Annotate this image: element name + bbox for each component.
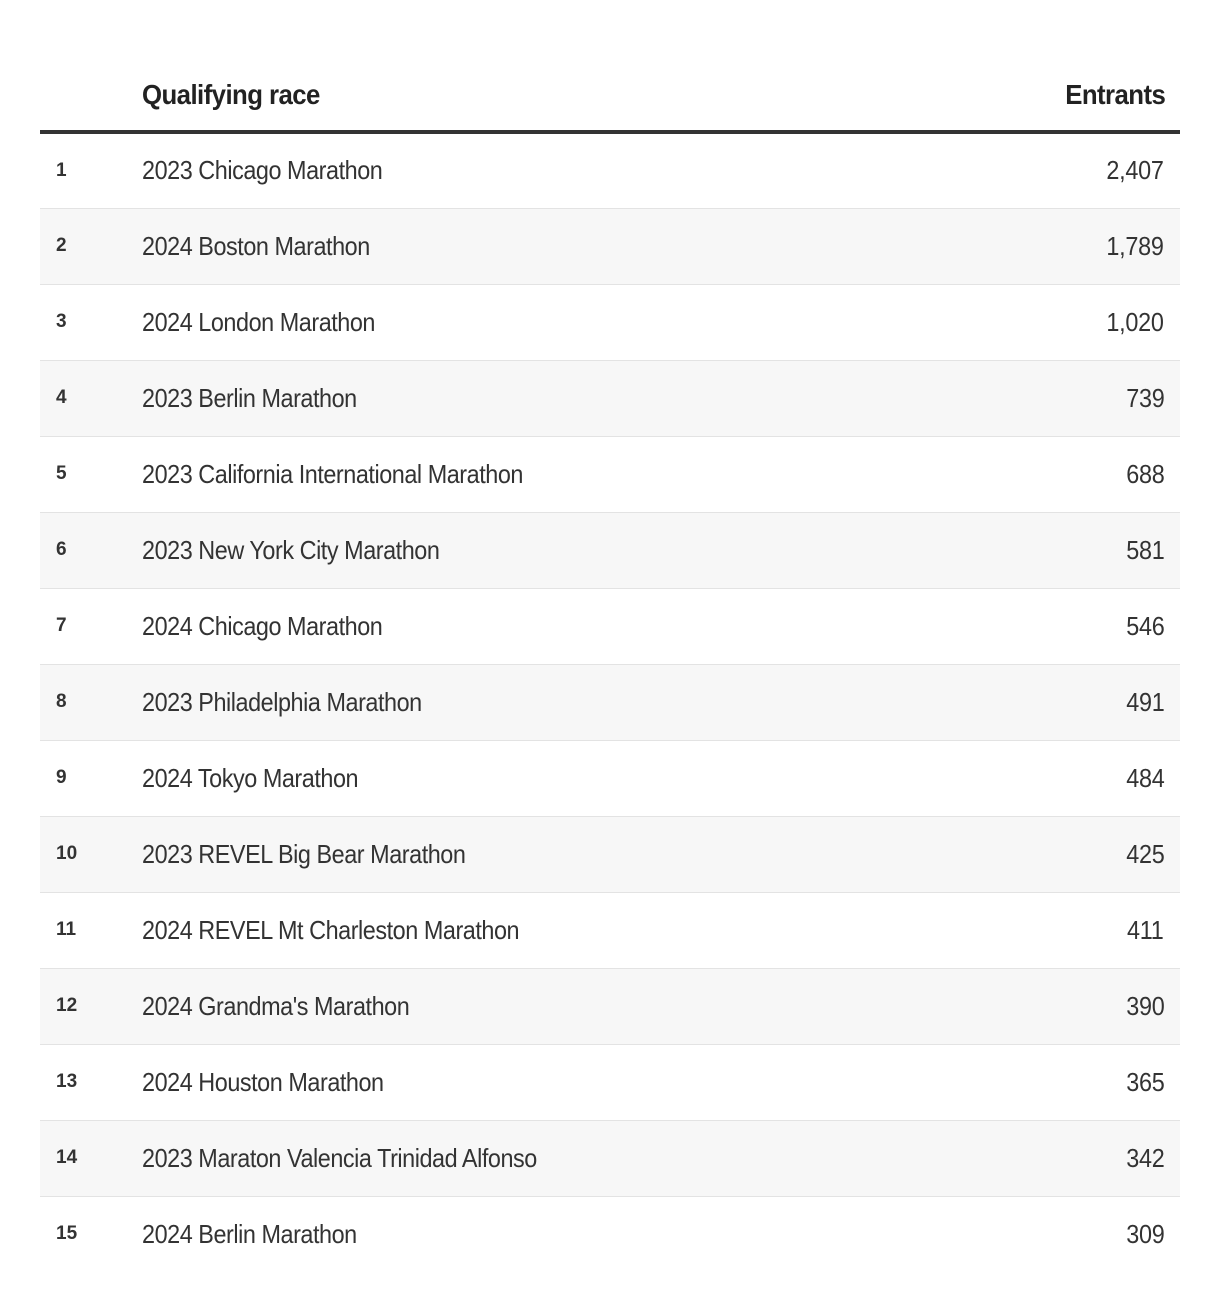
entrants-value: 484	[1125, 762, 1164, 793]
rank-cell: 11	[56, 919, 77, 940]
race-cell	[142, 664, 980, 740]
race-cell	[142, 968, 980, 1044]
rank-cell: 1	[56, 159, 67, 181]
table-row	[40, 360, 1180, 436]
race-name: 2024 Tokyo Marathon	[142, 762, 359, 793]
entrants-cell	[980, 816, 1180, 892]
rank-cell: 15	[56, 1223, 78, 1245]
race-name: 2024 Houston Marathon	[142, 1066, 384, 1097]
rank-cell: 12	[56, 995, 78, 1016]
entrants-column-header: Entrants	[996, 60, 1180, 132]
race-name: 2023 Maraton Valencia Trinidad Alfonso	[142, 1142, 537, 1173]
entrants-cell	[980, 132, 1180, 208]
race-cell	[142, 892, 980, 968]
entrants-value: 688	[1125, 458, 1164, 489]
rank-cell: 6	[56, 539, 67, 560]
race-cell	[142, 436, 980, 512]
table-row	[40, 892, 1180, 968]
entrants-cell	[980, 1196, 1180, 1272]
entrants-cell	[980, 1044, 1180, 1120]
race-name: 2024 Chicago Marathon	[142, 610, 383, 641]
table-row	[40, 588, 1180, 664]
table-row	[40, 132, 1180, 208]
rank-cell: 5	[56, 463, 67, 484]
rank-cell: 4	[56, 387, 67, 408]
rank-cell: 7	[56, 615, 67, 636]
table-row	[40, 512, 1180, 588]
entrants-cell	[980, 360, 1180, 436]
race-name: 2024 Boston Marathon	[142, 230, 370, 261]
race-name: 2023 REVEL Big Bear Marathon	[142, 838, 466, 869]
table-row	[40, 208, 1180, 284]
table-row	[40, 664, 1180, 740]
entrants-value: 546	[1125, 610, 1164, 641]
race-name: 2023 California International Marathon	[142, 458, 523, 489]
rank-column-header	[44, 60, 138, 132]
entrants-cell	[980, 512, 1180, 588]
race-name: 2024 Grandma's Marathon	[142, 990, 410, 1021]
rank-cell: 14	[56, 1147, 78, 1168]
qualifying-race-column-header: Qualifying race	[142, 60, 913, 132]
race-name: 2024 London Marathon	[142, 306, 376, 337]
rank-cell: 13	[56, 1071, 78, 1092]
race-cell	[142, 1044, 980, 1120]
race-name: 2023 New York City Marathon	[142, 534, 440, 565]
entrants-value: 411	[1127, 914, 1164, 945]
race-cell	[142, 132, 980, 208]
table-row	[40, 968, 1180, 1044]
entrants-cell	[980, 664, 1180, 740]
entrants-cell	[980, 968, 1180, 1044]
rank-cell: 8	[56, 691, 67, 712]
table-row	[40, 816, 1180, 892]
entrants-value: 2,407	[1106, 155, 1164, 186]
table-row	[40, 740, 1180, 816]
entrants-cell	[980, 436, 1180, 512]
table-row	[40, 436, 1180, 512]
race-cell	[142, 740, 980, 816]
race-cell	[142, 588, 980, 664]
rank-cell: 2	[56, 235, 67, 256]
entrants-cell	[980, 208, 1180, 284]
entrants-value: 1,020	[1106, 306, 1164, 337]
entrants-value: 425	[1125, 838, 1164, 869]
entrants-value: 342	[1125, 1142, 1164, 1173]
rank-cell: 9	[56, 767, 67, 788]
race-name: 2023 Philadelphia Marathon	[142, 686, 422, 717]
table-row	[40, 1120, 1180, 1196]
race-cell	[142, 816, 980, 892]
qualifying-races-table	[40, 60, 1180, 1272]
table-header-row	[40, 60, 1180, 132]
table-container	[40, 60, 1180, 1272]
entrants-value: 309	[1125, 1218, 1164, 1249]
table-row	[40, 1196, 1180, 1272]
race-name: 2023 Berlin Marathon	[142, 382, 357, 413]
entrants-value: 491	[1125, 686, 1164, 717]
race-cell	[142, 512, 980, 588]
entrants-value: 1,789	[1106, 230, 1164, 261]
entrants-value: 581	[1125, 534, 1164, 565]
table-row	[40, 1044, 1180, 1120]
rank-cell: 10	[56, 843, 78, 864]
table-body	[40, 132, 1180, 1272]
race-cell	[142, 284, 980, 360]
entrants-value: 390	[1125, 990, 1164, 1021]
race-cell	[142, 208, 980, 284]
entrants-value: 739	[1125, 382, 1164, 413]
race-name: 2024 Berlin Marathon	[142, 1218, 357, 1249]
entrants-value: 365	[1125, 1066, 1164, 1097]
entrants-cell	[980, 284, 1180, 360]
entrants-cell	[980, 588, 1180, 664]
table-row	[40, 284, 1180, 360]
race-name: 2023 Chicago Marathon	[142, 155, 383, 186]
entrants-cell	[980, 740, 1180, 816]
race-cell	[142, 1120, 980, 1196]
entrants-cell	[980, 1120, 1180, 1196]
race-name: 2024 REVEL Mt Charleston Marathon	[142, 914, 520, 945]
race-cell	[142, 1196, 980, 1272]
race-cell	[142, 360, 980, 436]
entrants-cell	[980, 892, 1180, 968]
rank-cell: 3	[56, 311, 67, 332]
